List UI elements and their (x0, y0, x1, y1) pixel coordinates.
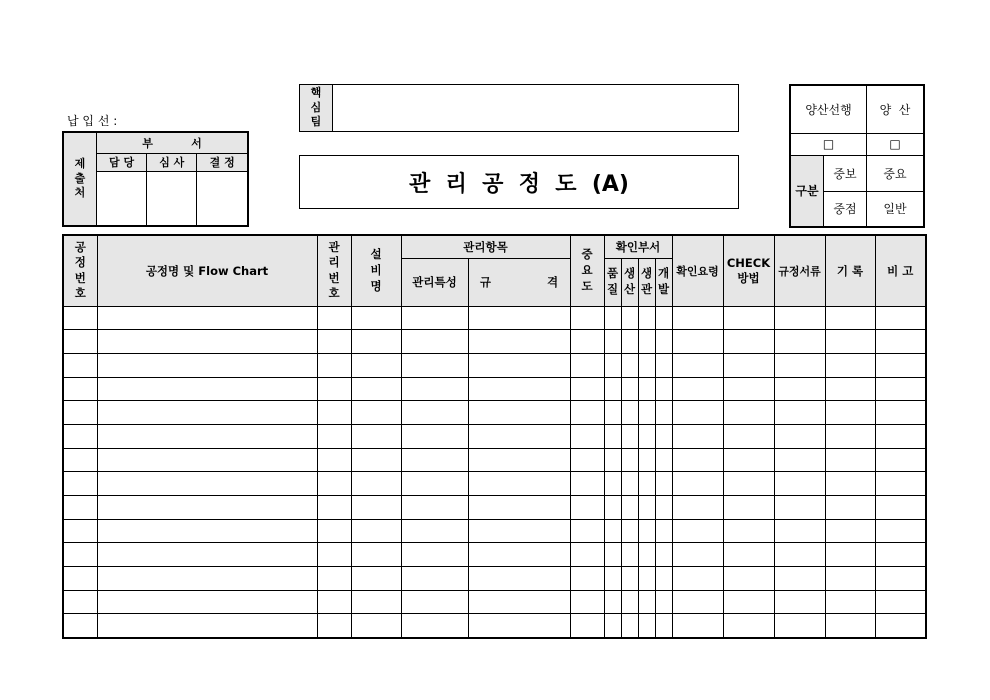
table-cell[interactable] (63, 543, 97, 567)
table-cell[interactable] (621, 306, 638, 330)
table-cell[interactable] (621, 424, 638, 448)
table-row (63, 377, 926, 401)
table-cell[interactable] (351, 330, 401, 354)
table-cell[interactable] (97, 590, 317, 614)
submit-side-label: 제출처 (63, 132, 97, 226)
table-cell[interactable] (317, 496, 351, 520)
approver-col-review: 심 사 (147, 153, 197, 171)
table-cell[interactable] (317, 472, 351, 496)
table-cell[interactable] (875, 567, 926, 591)
table-cell[interactable] (655, 590, 672, 614)
table-cell[interactable] (317, 401, 351, 425)
table-cell[interactable] (875, 496, 926, 520)
table-cell[interactable] (317, 448, 351, 472)
table-cell[interactable] (825, 377, 875, 401)
table-cell[interactable] (672, 330, 723, 354)
table-cell[interactable] (655, 519, 672, 543)
table-cell[interactable] (468, 543, 570, 567)
table-cell[interactable] (468, 377, 570, 401)
table-cell[interactable] (351, 424, 401, 448)
table-cell[interactable] (621, 543, 638, 567)
table-cell[interactable] (638, 353, 655, 377)
signature-cell-decision[interactable] (197, 171, 248, 226)
table-cell[interactable] (621, 567, 638, 591)
table-cell[interactable] (875, 614, 926, 638)
table-cell[interactable] (825, 306, 875, 330)
table-cell[interactable] (774, 614, 825, 638)
table-cell[interactable] (638, 496, 655, 520)
table-cell[interactable] (875, 448, 926, 472)
table-cell[interactable] (468, 496, 570, 520)
table-row (63, 353, 926, 377)
table-cell[interactable] (401, 377, 468, 401)
table-cell[interactable] (317, 424, 351, 448)
table-cell[interactable] (825, 330, 875, 354)
table-cell[interactable] (638, 543, 655, 567)
table-cell[interactable] (825, 353, 875, 377)
table-cell[interactable] (317, 567, 351, 591)
header-dept-development: 개발 (655, 258, 672, 306)
mass-production-label: 양 산 (867, 85, 925, 133)
table-cell[interactable] (621, 614, 638, 638)
pre-production-checkbox[interactable]: □ (790, 133, 867, 155)
table-cell[interactable] (655, 614, 672, 638)
table-cell[interactable] (672, 448, 723, 472)
table-row (63, 306, 926, 330)
table-cell[interactable] (655, 496, 672, 520)
table-cell[interactable] (621, 353, 638, 377)
header-equipment: 설비명 (351, 235, 401, 306)
table-cell[interactable] (723, 424, 774, 448)
table-cell[interactable] (621, 590, 638, 614)
table-cell[interactable] (723, 377, 774, 401)
header-spec: 규 격 (468, 258, 570, 306)
table-cell[interactable] (97, 543, 317, 567)
table-cell[interactable] (401, 330, 468, 354)
table-cell[interactable] (621, 519, 638, 543)
table-cell[interactable] (401, 614, 468, 638)
category-cell-general[interactable]: 일반 (867, 191, 925, 227)
table-cell[interactable] (97, 330, 317, 354)
table-cell[interactable] (875, 472, 926, 496)
table-cell[interactable] (621, 496, 638, 520)
table-cell[interactable] (825, 543, 875, 567)
table-cell[interactable] (468, 353, 570, 377)
table-cell[interactable] (655, 448, 672, 472)
table-cell[interactable] (570, 448, 604, 472)
table-cell[interactable] (672, 519, 723, 543)
table-cell[interactable] (875, 306, 926, 330)
table-cell[interactable] (875, 377, 926, 401)
table-cell[interactable] (97, 614, 317, 638)
table-cell[interactable] (672, 424, 723, 448)
table-cell[interactable] (317, 519, 351, 543)
table-cell[interactable] (97, 472, 317, 496)
table-cell[interactable] (621, 472, 638, 496)
table-cell[interactable] (672, 353, 723, 377)
table-cell[interactable] (655, 543, 672, 567)
table-cell[interactable] (351, 353, 401, 377)
table-cell[interactable] (774, 330, 825, 354)
table-cell[interactable] (774, 590, 825, 614)
header-control-items: 관리항목 (401, 235, 570, 258)
table-cell[interactable] (401, 306, 468, 330)
pre-production-label: 양산선행 (790, 85, 867, 133)
table-cell[interactable] (401, 472, 468, 496)
table-cell[interactable] (97, 519, 317, 543)
table-cell[interactable] (604, 567, 621, 591)
table-cell[interactable] (723, 330, 774, 354)
table-cell[interactable] (468, 519, 570, 543)
table-cell[interactable] (570, 614, 604, 638)
dept-header: 부 서 (97, 132, 249, 153)
table-cell[interactable] (672, 543, 723, 567)
table-cell[interactable] (875, 330, 926, 354)
table-cell[interactable] (638, 472, 655, 496)
table-cell[interactable] (723, 306, 774, 330)
table-cell[interactable] (317, 590, 351, 614)
table-cell[interactable] (723, 590, 774, 614)
table-cell[interactable] (638, 306, 655, 330)
table-cell[interactable] (351, 543, 401, 567)
header-control-char: 관리특성 (401, 258, 468, 306)
table-cell[interactable] (638, 401, 655, 425)
approver-col-decision: 결 정 (197, 153, 248, 171)
table-cell[interactable] (401, 519, 468, 543)
table-cell[interactable] (351, 519, 401, 543)
table-cell[interactable] (468, 472, 570, 496)
table-cell[interactable] (401, 567, 468, 591)
table-row (63, 614, 926, 638)
category-label: 구분 (790, 155, 824, 227)
table-cell[interactable] (672, 401, 723, 425)
table-cell[interactable] (655, 472, 672, 496)
table-cell[interactable] (604, 543, 621, 567)
table-row (63, 496, 926, 520)
table-cell[interactable] (655, 306, 672, 330)
table-cell[interactable] (468, 401, 570, 425)
table-cell[interactable] (875, 519, 926, 543)
table-cell[interactable] (401, 448, 468, 472)
delivery-label: 납 입 선 : (67, 114, 118, 128)
table-cell[interactable] (638, 590, 655, 614)
table-cell[interactable] (604, 424, 621, 448)
table-cell[interactable] (774, 567, 825, 591)
table-cell[interactable] (825, 519, 875, 543)
header-remarks: 비 고 (875, 235, 926, 306)
header-confirm-method: 확인요령 (672, 235, 723, 306)
table-cell[interactable] (317, 614, 351, 638)
table-cell[interactable] (351, 377, 401, 401)
table-cell[interactable] (63, 614, 97, 638)
table-cell[interactable] (655, 330, 672, 354)
table-cell[interactable] (825, 496, 875, 520)
table-cell[interactable] (825, 401, 875, 425)
table-cell[interactable] (672, 590, 723, 614)
table-cell[interactable] (825, 448, 875, 472)
table-cell[interactable] (570, 472, 604, 496)
table-cell[interactable] (97, 401, 317, 425)
table-cell[interactable] (875, 401, 926, 425)
mass-production-checkbox[interactable]: □ (867, 133, 925, 155)
table-cell[interactable] (723, 496, 774, 520)
table-cell[interactable] (655, 377, 672, 401)
table-cell[interactable] (723, 472, 774, 496)
table-cell[interactable] (63, 353, 97, 377)
table-cell[interactable] (468, 306, 570, 330)
table-cell[interactable] (63, 590, 97, 614)
table-cell[interactable] (655, 401, 672, 425)
table-cell[interactable] (774, 353, 825, 377)
table-cell[interactable] (468, 590, 570, 614)
category-cell-important[interactable]: 중요 (867, 155, 925, 191)
table-row (63, 401, 926, 425)
table-cell[interactable] (401, 401, 468, 425)
table-cell[interactable] (655, 567, 672, 591)
table-cell[interactable] (351, 401, 401, 425)
table-cell[interactable] (468, 424, 570, 448)
table-cell[interactable] (401, 424, 468, 448)
table-cell[interactable] (570, 519, 604, 543)
process-control-table (62, 234, 927, 639)
title-box (299, 155, 739, 209)
header-regulation-docs: 규정서류 (774, 235, 825, 306)
table-cell[interactable] (468, 448, 570, 472)
table-cell[interactable] (351, 590, 401, 614)
table-cell[interactable] (63, 448, 97, 472)
header-record: 기 록 (825, 235, 875, 306)
table-cell[interactable] (604, 353, 621, 377)
table-cell[interactable] (570, 353, 604, 377)
table-cell[interactable] (570, 401, 604, 425)
table-cell[interactable] (638, 519, 655, 543)
category-cell-major-report[interactable]: 중보 (824, 155, 867, 191)
table-cell[interactable] (621, 401, 638, 425)
table-cell[interactable] (672, 614, 723, 638)
header-dept-quality: 품질 (604, 258, 621, 306)
table-cell[interactable] (570, 306, 604, 330)
table-cell[interactable] (621, 330, 638, 354)
core-team-box (299, 84, 739, 132)
header-confirm-dept: 확인부서 (604, 235, 672, 258)
table-cell[interactable] (723, 353, 774, 377)
table-cell[interactable] (875, 353, 926, 377)
table-cell[interactable] (604, 306, 621, 330)
table-cell[interactable] (774, 496, 825, 520)
table-cell[interactable] (723, 614, 774, 638)
table-cell[interactable] (63, 424, 97, 448)
table-cell[interactable] (825, 424, 875, 448)
table-cell[interactable] (604, 472, 621, 496)
table-cell[interactable] (97, 377, 317, 401)
table-cell[interactable] (825, 472, 875, 496)
table-cell[interactable] (604, 496, 621, 520)
core-team-label: 핵심팀 (300, 85, 333, 132)
table-cell[interactable] (723, 567, 774, 591)
header-dept-production: 생산 (621, 258, 638, 306)
table-cell[interactable] (723, 543, 774, 567)
table-cell[interactable] (63, 377, 97, 401)
header-dept-prod-mgmt: 생관 (638, 258, 655, 306)
table-cell[interactable] (672, 472, 723, 496)
table-cell[interactable] (401, 543, 468, 567)
table-cell[interactable] (604, 590, 621, 614)
table-cell[interactable] (63, 330, 97, 354)
header-process-no: 공정번호 (63, 235, 97, 306)
table-cell[interactable] (317, 353, 351, 377)
table-cell[interactable] (604, 614, 621, 638)
table-cell[interactable] (655, 353, 672, 377)
table-cell[interactable] (317, 377, 351, 401)
table-cell[interactable] (875, 590, 926, 614)
table-cell[interactable] (638, 567, 655, 591)
table-cell[interactable] (723, 401, 774, 425)
table-cell[interactable] (570, 567, 604, 591)
table-cell[interactable] (621, 448, 638, 472)
header-importance: 중요도 (570, 235, 604, 306)
table-cell[interactable] (774, 519, 825, 543)
page-title: 관 리 공 정 도 (A) (409, 171, 629, 197)
table-cell[interactable] (97, 567, 317, 591)
signature-cell-review[interactable] (147, 171, 197, 226)
table-cell[interactable] (638, 448, 655, 472)
table-cell[interactable] (672, 567, 723, 591)
table-cell[interactable] (604, 519, 621, 543)
table-cell[interactable] (317, 543, 351, 567)
table-cell[interactable] (401, 590, 468, 614)
table-cell[interactable] (351, 567, 401, 591)
table-cell[interactable] (63, 567, 97, 591)
table-row (63, 519, 926, 543)
table-cell[interactable] (723, 448, 774, 472)
table-cell[interactable] (63, 401, 97, 425)
signature-cell-charge[interactable] (97, 171, 147, 226)
table-cell[interactable] (351, 496, 401, 520)
table-cell[interactable] (825, 590, 875, 614)
table-cell[interactable] (638, 330, 655, 354)
table-cell[interactable] (638, 424, 655, 448)
table-cell[interactable] (672, 306, 723, 330)
table-row (63, 590, 926, 614)
table-row (63, 448, 926, 472)
table-cell[interactable] (570, 543, 604, 567)
table-cell[interactable] (401, 496, 468, 520)
table-cell[interactable] (825, 567, 875, 591)
table-cell[interactable] (774, 472, 825, 496)
table-cell[interactable] (97, 353, 317, 377)
table-cell[interactable] (774, 543, 825, 567)
table-cell[interactable] (774, 377, 825, 401)
category-cell-focus[interactable]: 중점 (824, 191, 867, 227)
table-cell[interactable] (774, 306, 825, 330)
header-control-no: 관리번호 (317, 235, 351, 306)
production-stage-box (789, 84, 925, 228)
table-cell[interactable] (97, 306, 317, 330)
core-team-field[interactable] (333, 85, 739, 132)
table-cell[interactable] (97, 448, 317, 472)
table-cell[interactable] (351, 448, 401, 472)
header-process-name: 공정명 및 Flow Chart (97, 235, 317, 306)
table-cell[interactable] (468, 614, 570, 638)
table-cell[interactable] (604, 330, 621, 354)
table-cell[interactable] (317, 306, 351, 330)
submission-approval-box (62, 131, 249, 227)
table-cell[interactable] (570, 424, 604, 448)
table-row (63, 472, 926, 496)
table-cell[interactable] (97, 424, 317, 448)
table-cell[interactable] (63, 496, 97, 520)
table-cell[interactable] (774, 424, 825, 448)
table-cell[interactable] (638, 614, 655, 638)
table-cell[interactable] (655, 424, 672, 448)
table-cell[interactable] (468, 330, 570, 354)
table-cell[interactable] (63, 306, 97, 330)
table-cell[interactable] (570, 590, 604, 614)
table-cell[interactable] (97, 496, 317, 520)
table-cell[interactable] (570, 496, 604, 520)
table-cell[interactable] (875, 543, 926, 567)
table-cell[interactable] (401, 353, 468, 377)
table-row (63, 543, 926, 567)
approver-col-charge: 담 당 (97, 153, 147, 171)
table-cell[interactable] (672, 377, 723, 401)
table-cell[interactable] (63, 472, 97, 496)
table-cell[interactable] (672, 496, 723, 520)
table-cell[interactable] (604, 377, 621, 401)
table-cell[interactable] (63, 519, 97, 543)
table-cell[interactable] (774, 401, 825, 425)
table-row (63, 330, 926, 354)
table-cell[interactable] (875, 424, 926, 448)
table-cell[interactable] (351, 614, 401, 638)
table-cell[interactable] (621, 377, 638, 401)
header-check-method: CHECK 방법 (723, 235, 774, 306)
table-cell[interactable] (468, 567, 570, 591)
table-cell[interactable] (351, 306, 401, 330)
table-cell[interactable] (723, 519, 774, 543)
table-cell[interactable] (351, 472, 401, 496)
table-cell[interactable] (638, 377, 655, 401)
table-cell[interactable] (825, 614, 875, 638)
table-cell[interactable] (604, 448, 621, 472)
table-row (63, 424, 926, 448)
table-row (63, 567, 926, 591)
table-cell[interactable] (570, 377, 604, 401)
table-cell[interactable] (570, 330, 604, 354)
table-cell[interactable] (604, 401, 621, 425)
table-cell[interactable] (774, 448, 825, 472)
table-cell[interactable] (317, 330, 351, 354)
